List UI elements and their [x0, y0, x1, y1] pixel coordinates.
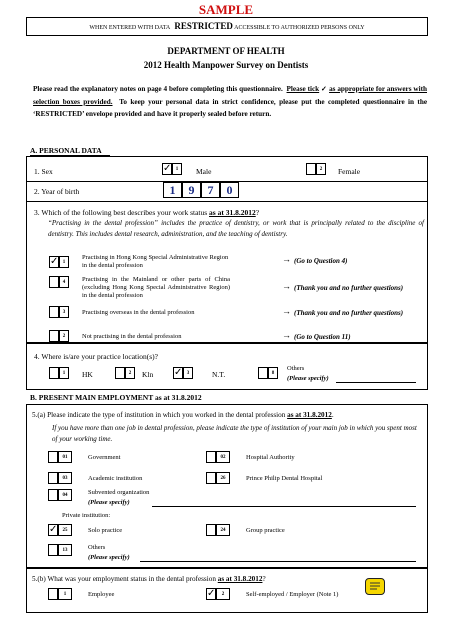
q5a-ha-code: 02	[216, 451, 230, 463]
q3-opt4-code: 2	[59, 330, 69, 342]
q3-opt4-checkbox[interactable]	[49, 330, 59, 342]
q5a-academic-code: 03	[58, 472, 72, 484]
q3-opt1-goto: (Go to Question 4)	[294, 257, 348, 265]
q5a-subvented-input-line[interactable]	[152, 506, 416, 507]
q5a-solo-code: 25	[58, 524, 72, 536]
q2-label: 2. Year of birth	[34, 187, 80, 196]
q5a-note: If you have more than one job in dental profession, please indicate the type of institution of your main job in which you spent most of your working time.	[52, 424, 417, 443]
q5a-subvented-checkbox[interactable]	[48, 489, 58, 501]
q5b-employee-label: Employee	[88, 591, 115, 598]
q4-others-checkbox[interactable]	[258, 367, 268, 379]
q5a-others-checkbox[interactable]	[48, 544, 58, 556]
q5b-self-employed-code: 2	[216, 588, 230, 600]
section-a-title: A. PERSONAL DATA	[30, 146, 110, 155]
q5a-gov-checkbox[interactable]	[48, 451, 58, 463]
q5a-ha-label: Hospital Authority	[246, 454, 295, 461]
department-title: DEPARTMENT OF HEALTH	[167, 46, 285, 56]
arrow-icon: →	[282, 254, 291, 264]
q5a-subvented-label: Subvented organization	[88, 489, 150, 496]
divider	[26, 201, 427, 202]
q5a-solo-checkbox[interactable]: ✓	[49, 524, 58, 535]
restricted-post: ACCESSIBLE TO AUTHORIZED PERSONS ONLY	[234, 25, 365, 31]
arrow-icon: →	[282, 330, 291, 340]
q4-kln-label: Kln	[142, 370, 154, 379]
q5a-group-checkbox[interactable]	[206, 524, 216, 536]
year-digit: 0	[220, 182, 239, 198]
q5b-label: 5.(b) What was your employment status in the dental profession as at 31.8.2012?	[32, 575, 266, 583]
q5a-gov-label: Government	[88, 454, 121, 461]
survey-title: 2012 Health Manpower Survey on Dentists	[143, 60, 309, 70]
q4-kln-checkbox[interactable]	[115, 367, 125, 379]
q3-opt3-checkbox[interactable]	[49, 306, 59, 318]
q3-opt3-text: Practising overseas in the dental profession	[82, 309, 195, 316]
q1-male-label: Male	[196, 167, 212, 176]
q3-opt3-code: 3	[59, 306, 69, 318]
q5a-group-label: Group practice	[246, 527, 285, 534]
q1-female-label: Female	[338, 167, 361, 176]
q3-opt2-text: Practising in the Mainland or other parts of China (excluding Hong Kong Special Administrative Region) in the dental profession	[82, 276, 230, 299]
q5b-self-employed-label: Self-employed / Employer (Note 1)	[246, 591, 339, 598]
q5a-group-code: 24	[216, 524, 230, 536]
q5b-self-employed-checkbox[interactable]: ✓	[207, 588, 216, 599]
q5a-others-code: 13	[58, 544, 72, 556]
q5a-subvented-code: 04	[58, 489, 72, 501]
q5a-ppdh-checkbox[interactable]	[206, 472, 216, 484]
q4-label: 4. Where is/are your practice location(s)?	[34, 352, 158, 361]
restricted-word: RESTRICTED	[174, 21, 233, 31]
year-digit: 9	[182, 182, 201, 198]
q4-hk-label: HK	[82, 370, 93, 379]
q5a-subvented-specify: (Please specify)	[88, 499, 130, 506]
q4-others-code: 8	[268, 367, 278, 379]
arrow-icon: →	[282, 281, 291, 291]
q5a-others-specify: (Please specify)	[88, 554, 130, 561]
q4-hk-code: 1	[59, 367, 69, 379]
q3-opt3-goto: (Thank you and no further questions)	[294, 309, 404, 317]
q5a-ha-checkbox[interactable]	[206, 451, 216, 463]
q5a-others-label: Others	[88, 544, 106, 551]
q5a-others-input-line[interactable]	[140, 561, 416, 562]
arrow-icon: →	[282, 306, 291, 316]
q4-hk-checkbox[interactable]	[49, 367, 59, 379]
q3-opt4-goto: (Go to Question 11)	[294, 333, 351, 341]
q5a-ppdh-code: 26	[216, 472, 230, 484]
q1-female-checkbox[interactable]	[306, 163, 316, 175]
tick-icon: ✓	[321, 85, 328, 93]
q3-opt4-text: Not practising in the dental profession	[82, 333, 182, 340]
restricted-pre: WHEN ENTERED WITH DATA	[89, 25, 170, 31]
q5a-label: 5.(a) Please indicate the type of institution in which you worked in the dental profession as at 31.8.2012.	[32, 411, 334, 419]
instructions-p1: Please read the explanatory notes on page 4 before completing this questionnaire.	[33, 85, 283, 93]
private-institution-label: Private institution:	[62, 512, 111, 519]
q1-female-code: 2	[316, 163, 326, 175]
q5a-gov-code: 01	[58, 451, 72, 463]
section-b-title: B. PRESENT MAIN EMPLOYMENT as at 31.8.2012	[30, 393, 202, 402]
instructions-p2: Please tick	[286, 85, 320, 93]
q4-nt-code: 3	[183, 367, 193, 379]
restricted-banner	[26, 17, 428, 36]
sample-watermark: SAMPLE	[198, 2, 254, 17]
instructions-p4: To keep your personal data in strict confidence, please put the completed questionnaire in the ‘RESTRICTED’ envelope provided and have it properly sealed before return.	[33, 97, 428, 118]
q3-label: 3. Which of the following best describes your work status as at 31.8.2012?	[34, 208, 260, 217]
q5a-academic-label: Academic institution	[88, 475, 143, 482]
q1-label: 1. Sex	[34, 167, 53, 176]
instructions-p3: as appropriate for answers with selection boxes provided.	[33, 85, 427, 106]
q4-kln-code: 2	[125, 367, 135, 379]
q3-opt1-checkbox[interactable]: ✓	[50, 256, 59, 267]
q5b-employee-code: 1	[58, 588, 72, 600]
q4-others-specify: (Please specify)	[287, 375, 329, 382]
q4-nt-label: N.T.	[212, 370, 226, 379]
q4-nt-checkbox[interactable]: ✓	[174, 367, 183, 378]
year-digit: 7	[201, 182, 220, 198]
q3-opt1-code: 1	[59, 256, 69, 268]
comment-note-icon[interactable]	[365, 578, 385, 595]
instructions	[33, 83, 427, 121]
q5a-academic-checkbox[interactable]	[48, 472, 58, 484]
q1-male-checkbox[interactable]: ✓	[163, 163, 172, 174]
q5a-ppdh-label: Prince Philip Dental Hospital	[246, 475, 323, 482]
q3-opt2-checkbox[interactable]	[49, 276, 59, 288]
year-digit: 1	[163, 182, 182, 198]
q3-opt1-text: Practising in Hong Kong Special Administrative Region in the dental profession	[82, 254, 229, 269]
year-of-birth-field[interactable]	[163, 182, 239, 198]
q4-others-label: Others	[287, 365, 305, 372]
q1-male-code: 1	[172, 163, 182, 175]
q3-note: “Practising in the dental profession” includes the practice of dentistry, or work that is principally related to the discipline of dentistry. This includes dental research, administration, and the teaching of dentistry.	[48, 219, 424, 238]
q5b-employee-checkbox[interactable]	[48, 588, 58, 600]
q3-opt2-code: 4	[59, 276, 69, 288]
q3-opt2-goto: (Thank you and no further questions)	[294, 284, 404, 292]
q4-others-input-line[interactable]	[336, 382, 416, 383]
q5a-solo-label: Solo practice	[88, 527, 123, 534]
